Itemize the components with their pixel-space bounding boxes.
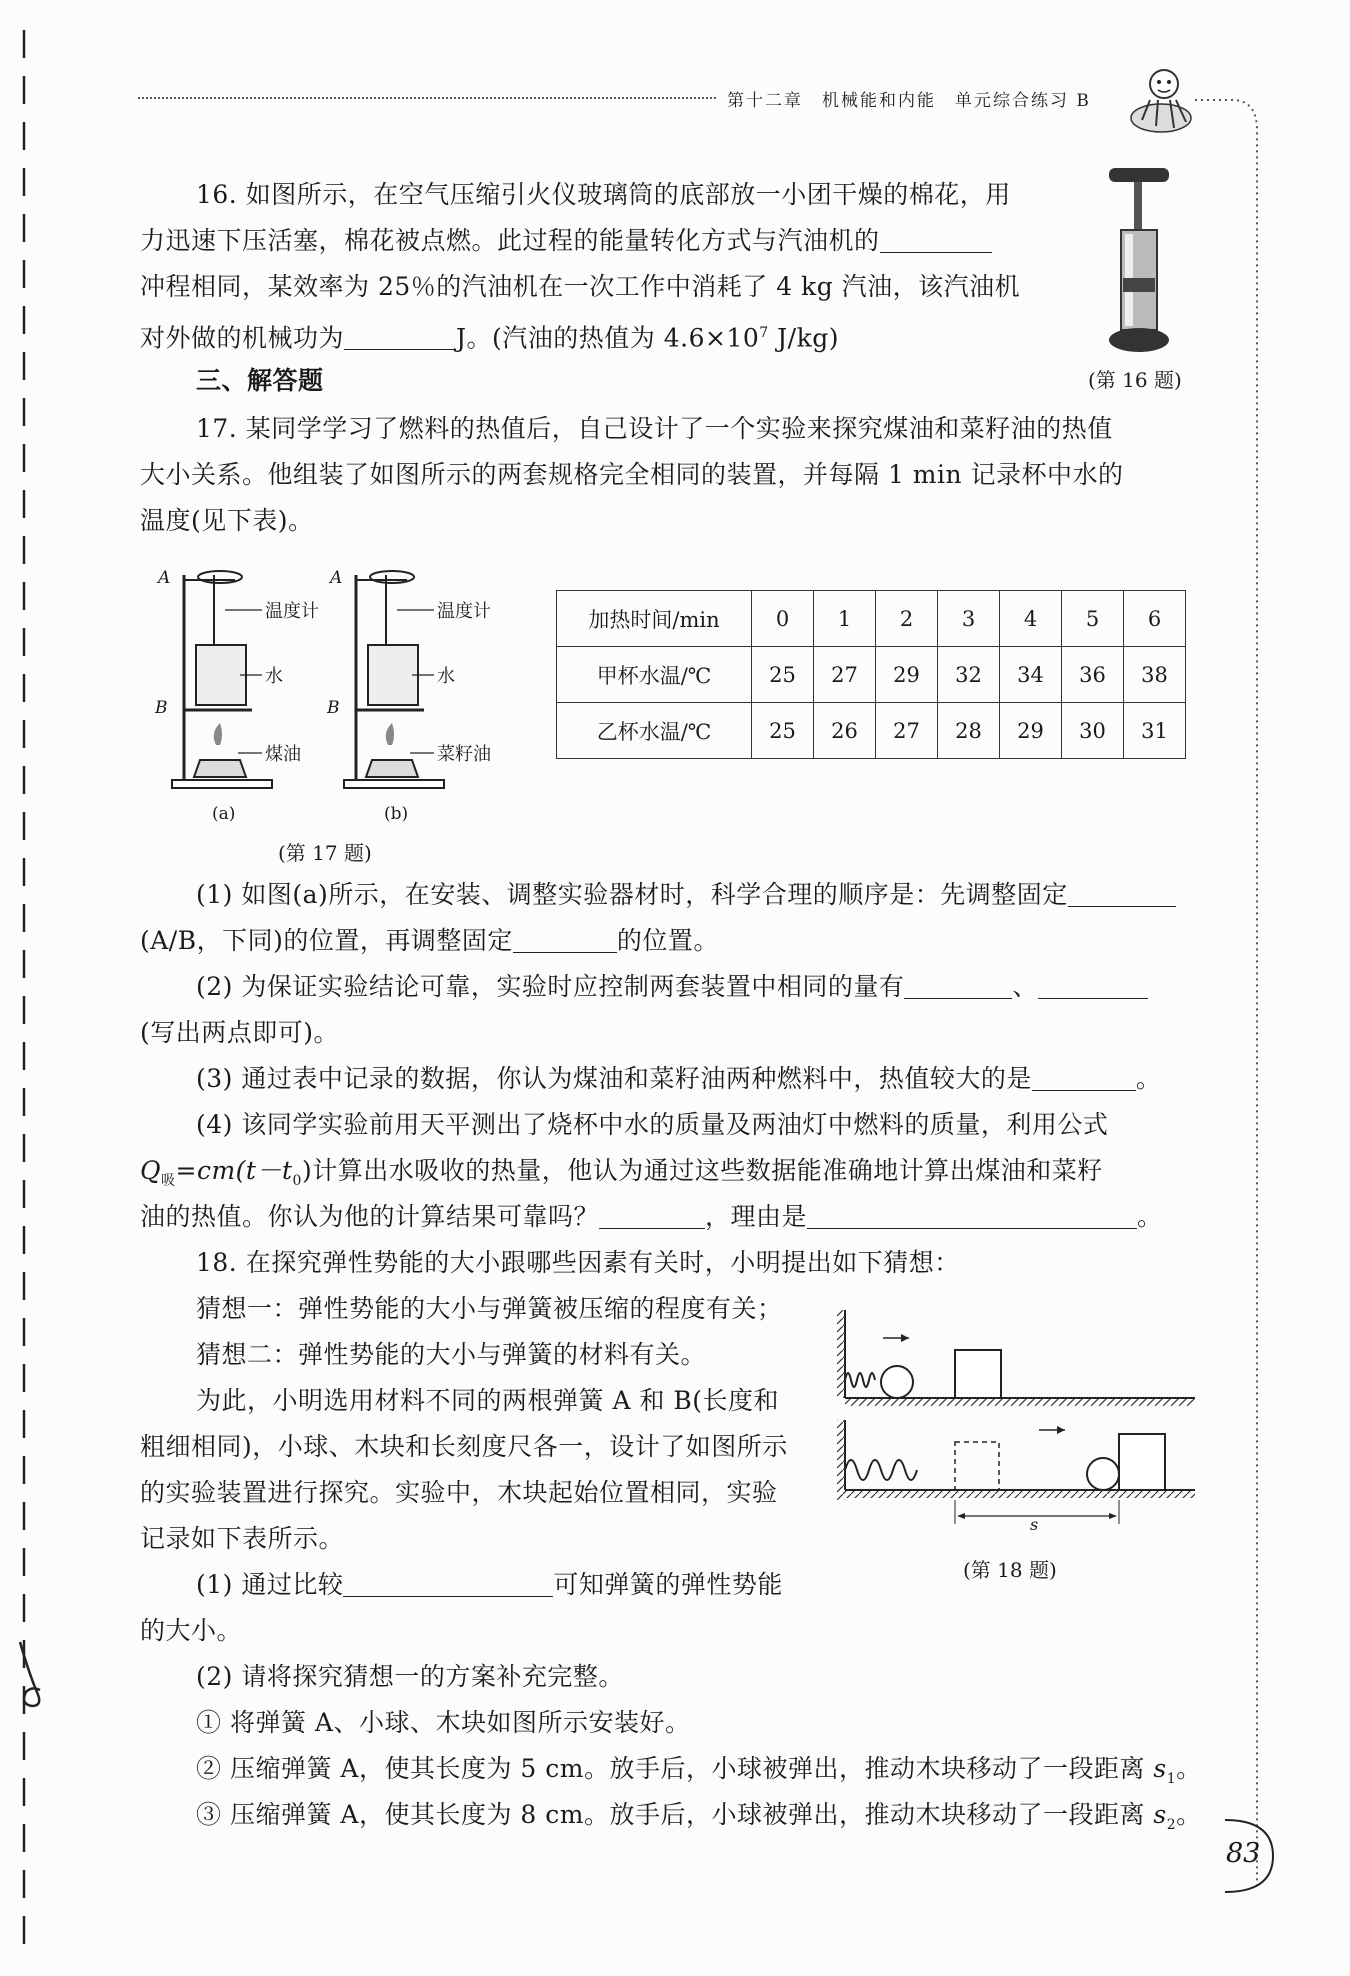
q17-label-water-a: 水 [265, 666, 283, 687]
q18-step2-var: s [1153, 1754, 1167, 1783]
table-cell: 31 [1124, 703, 1186, 759]
q18-step3-sub: 2 [1166, 1817, 1177, 1833]
q16-blank-stroke[interactable] [880, 222, 992, 253]
q17-label-kerosene: 煤油 [265, 744, 301, 765]
header-dotted-rule-left [138, 97, 716, 99]
q18-line5: 的实验装置进行探究。实验中，木块起始位置相同，实验 [140, 1478, 778, 1507]
q17-formula: =cm(t－t [175, 1156, 293, 1185]
table-cell: 6 [1124, 591, 1186, 647]
q16-figure-igniter [1095, 168, 1185, 358]
page-number: 83 [1226, 1838, 1261, 1869]
table-cell: 38 [1124, 647, 1186, 703]
table-cell: 乙杯水温/℃ [557, 703, 752, 759]
q17-p1-line1 [196, 872, 1176, 918]
q17-p2-line1 [196, 964, 1148, 1010]
table-header-row [557, 591, 1186, 647]
table-cell: 28 [938, 703, 1000, 759]
q16-blank-work[interactable] [344, 319, 456, 350]
q18-p2: (2) 请将探究猜想一的方案补充完整。 [196, 1662, 624, 1691]
q17-p1-text2: (A/B，下同)的位置，再调整固定 [140, 926, 513, 955]
table-cell: 29 [1000, 703, 1062, 759]
q17-blank-quantity2[interactable] [1038, 968, 1148, 999]
q18-p1-line2: 的大小。 [140, 1616, 243, 1645]
q17-p4-end: 。 [1137, 1202, 1163, 1231]
q18-step1: ① 将弹簧 A、小球、木块如图所示安装好。 [196, 1708, 691, 1737]
q17-label-B-a: B [155, 698, 168, 718]
q18-step2-end: 。 [1176, 1754, 1202, 1783]
q16-line4-end: J/kg) [768, 323, 839, 353]
table-cell: 3 [938, 591, 1000, 647]
pen-mark [10, 1640, 50, 1710]
q16-line1: 16. 如图所示，在空气压缩引火仪玻璃筒的底部放一小团干燥的棉花，用 [196, 180, 1011, 209]
q17-p1-line2 [140, 918, 719, 964]
q16-line4 [140, 310, 839, 361]
q17-p4-text: 油的热值。你认为他的计算结果可靠吗？ [140, 1202, 600, 1231]
q18-p1-text2: 可知弹簧的弹性势能 [553, 1570, 783, 1599]
q17-label-thermometer-b: 温度计 [437, 601, 491, 622]
table-cell: 27 [876, 703, 938, 759]
q18-step2-text: ② 压缩弹簧 A，使其长度为 5 cm。放手后，小球被弹出，推动木块移动了一段距离 [196, 1754, 1154, 1783]
q18-line4: 粗细相同)，小球、木块和长刻度尺各一，设计了如图所示 [140, 1432, 788, 1461]
table-cell: 加热时间/min [557, 591, 752, 647]
table-cell: 27 [814, 647, 876, 703]
q16-line4-unit: J。(汽油的热值为 4.6×10 [456, 323, 760, 353]
q18-figure-spring [835, 1310, 1205, 1540]
q16-exponent: 7 [759, 325, 769, 341]
table-row [557, 647, 1186, 703]
q17-blank-second[interactable] [513, 922, 617, 953]
q18-line6: 记录如下表所示。 [140, 1524, 345, 1553]
q18-step3-text: ③ 压缩弹簧 A，使其长度为 8 cm。放手后，小球被弹出，推动木块移动了一段距离 [196, 1800, 1154, 1829]
header-title: 第十二章 机械能和内能 单元综合练习 B [727, 91, 1091, 111]
q17-label-rapeseed: 菜籽油 [437, 744, 491, 765]
q17-sub-b: (b) [384, 804, 409, 824]
q17-formula-Q: Q [140, 1156, 161, 1185]
q17-p1-text3: 的位置。 [616, 926, 719, 955]
q17-p2-line2: (写出两点即可)。 [140, 1018, 340, 1047]
q17-sub-a: (a) [212, 804, 236, 824]
q17-p2-sep: 、 [1012, 972, 1038, 1001]
q18-fig-distance-label: s [1030, 1515, 1039, 1534]
q17-p4-line3 [140, 1194, 1163, 1240]
q18-step3-end: 。 [1176, 1800, 1202, 1829]
table-cell: 29 [876, 647, 938, 703]
q17-label-thermometer-a: 温度计 [265, 601, 319, 622]
q17-formula-sub: 吸 [161, 1173, 176, 1189]
q17-caption: (第 17 题) [278, 841, 372, 865]
q16-line2 [140, 218, 992, 264]
q17-formula-sub0: 0 [292, 1173, 302, 1189]
q18-line3: 为此，小明选用材料不同的两根弹簧 A 和 B(长度和 [196, 1386, 780, 1415]
q17-line2: 大小关系。他组装了如图所示的两套规格完全相同的装置，并每隔 1 min 记录杯中水的 [140, 460, 1124, 489]
table-cell: 甲杯水温/℃ [557, 647, 752, 703]
q17-p3-text: (3) 通过表中记录的数据，你认为煤油和菜籽油两种燃料中，热值较大的是 [196, 1064, 1032, 1093]
q18-guess2: 猜想二：弹性势能的大小与弹簧的材料有关。 [196, 1340, 707, 1369]
q17-blank-reliable[interactable] [599, 1198, 705, 1229]
q18-step3-var: s [1153, 1800, 1167, 1829]
page-border-dotted [1195, 90, 1265, 1950]
table-cell: 25 [752, 703, 814, 759]
q18-caption: (第 18 题) [963, 1558, 1057, 1582]
q17-data-table [556, 590, 1186, 759]
table-cell: 2 [876, 591, 938, 647]
q17-p2-text: (2) 为保证实验结论可靠，实验时应控制两套装置中相同的量有 [196, 972, 905, 1001]
table-row [557, 703, 1186, 759]
q17-line1: 17. 某同学学习了燃料的热值后，自己设计了一个实验来探究煤油和菜籽油的热值 [196, 414, 1113, 443]
q18-guess1: 猜想一：弹性势能的大小与弹簧被压缩的程度有关； [196, 1294, 783, 1323]
q17-label-water-b: 水 [437, 666, 455, 687]
q17-blank-reason[interactable] [807, 1198, 1137, 1229]
table-cell: 0 [752, 591, 814, 647]
table-cell: 32 [938, 647, 1000, 703]
q17-p4-reason: ，理由是 [705, 1202, 808, 1231]
q17-blank-quantity1[interactable] [904, 968, 1012, 999]
q16-line3: 冲程相同，某效率为 25％的汽油机在一次工作中消耗了 4 kg 汽油，该汽油机 [140, 272, 1021, 301]
q16-line4-text: 对外做的机械功为 [140, 323, 345, 353]
mascot-icon [1128, 60, 1198, 140]
q16-caption: (第 16 题) [1088, 368, 1182, 392]
section3-heading: 三、解答题 [196, 366, 324, 395]
q18-blank-compare[interactable] [343, 1566, 553, 1597]
q18-step2-sub: 1 [1166, 1771, 1177, 1787]
q18-p1-text: (1) 通过比较 [196, 1570, 344, 1599]
q16-line2-text: 力迅速下压活塞，棉花被点燃。此过程的能量转化方式与汽油机的 [140, 226, 880, 255]
table-cell: 25 [752, 647, 814, 703]
q17-p3-end: 。 [1135, 1064, 1162, 1093]
q17-p1-text: (1) 如图(a)所示，在安装、调整实验器材时，科学合理的顺序是：先调整固定 [196, 880, 1068, 909]
q17-label-A-b: A [330, 568, 343, 588]
table-cell: 30 [1062, 703, 1124, 759]
q18-line1: 18. 在探究弹性势能的大小跟哪些因素有关时，小明提出如下猜想： [196, 1248, 960, 1277]
table-cell: 5 [1062, 591, 1124, 647]
q18-p1-line1 [196, 1562, 783, 1608]
q17-p4-rest: )计算出水吸收的热量，他认为通过这些数据能准确地计算出煤油和菜籽 [301, 1156, 1103, 1185]
q17-p3 [196, 1056, 1161, 1102]
table-cell: 34 [1000, 647, 1062, 703]
table-cell: 26 [814, 703, 876, 759]
q17-blank-fuel[interactable] [1032, 1060, 1136, 1091]
table-cell: 1 [814, 591, 876, 647]
q17-line3: 温度(见下表)。 [140, 506, 314, 535]
q17-blank-first[interactable] [1068, 876, 1176, 907]
q17-p4-line1: (4) 该同学实验前用天平测出了烧杯中水的质量及两油灯中燃料的质量，利用公式 [196, 1110, 1109, 1139]
q17-label-A-a: A [158, 568, 171, 588]
table-cell: 4 [1000, 591, 1062, 647]
q17-label-B-b: B [327, 698, 340, 718]
q18-step3 [196, 1792, 1202, 1848]
table-cell: 36 [1062, 647, 1124, 703]
